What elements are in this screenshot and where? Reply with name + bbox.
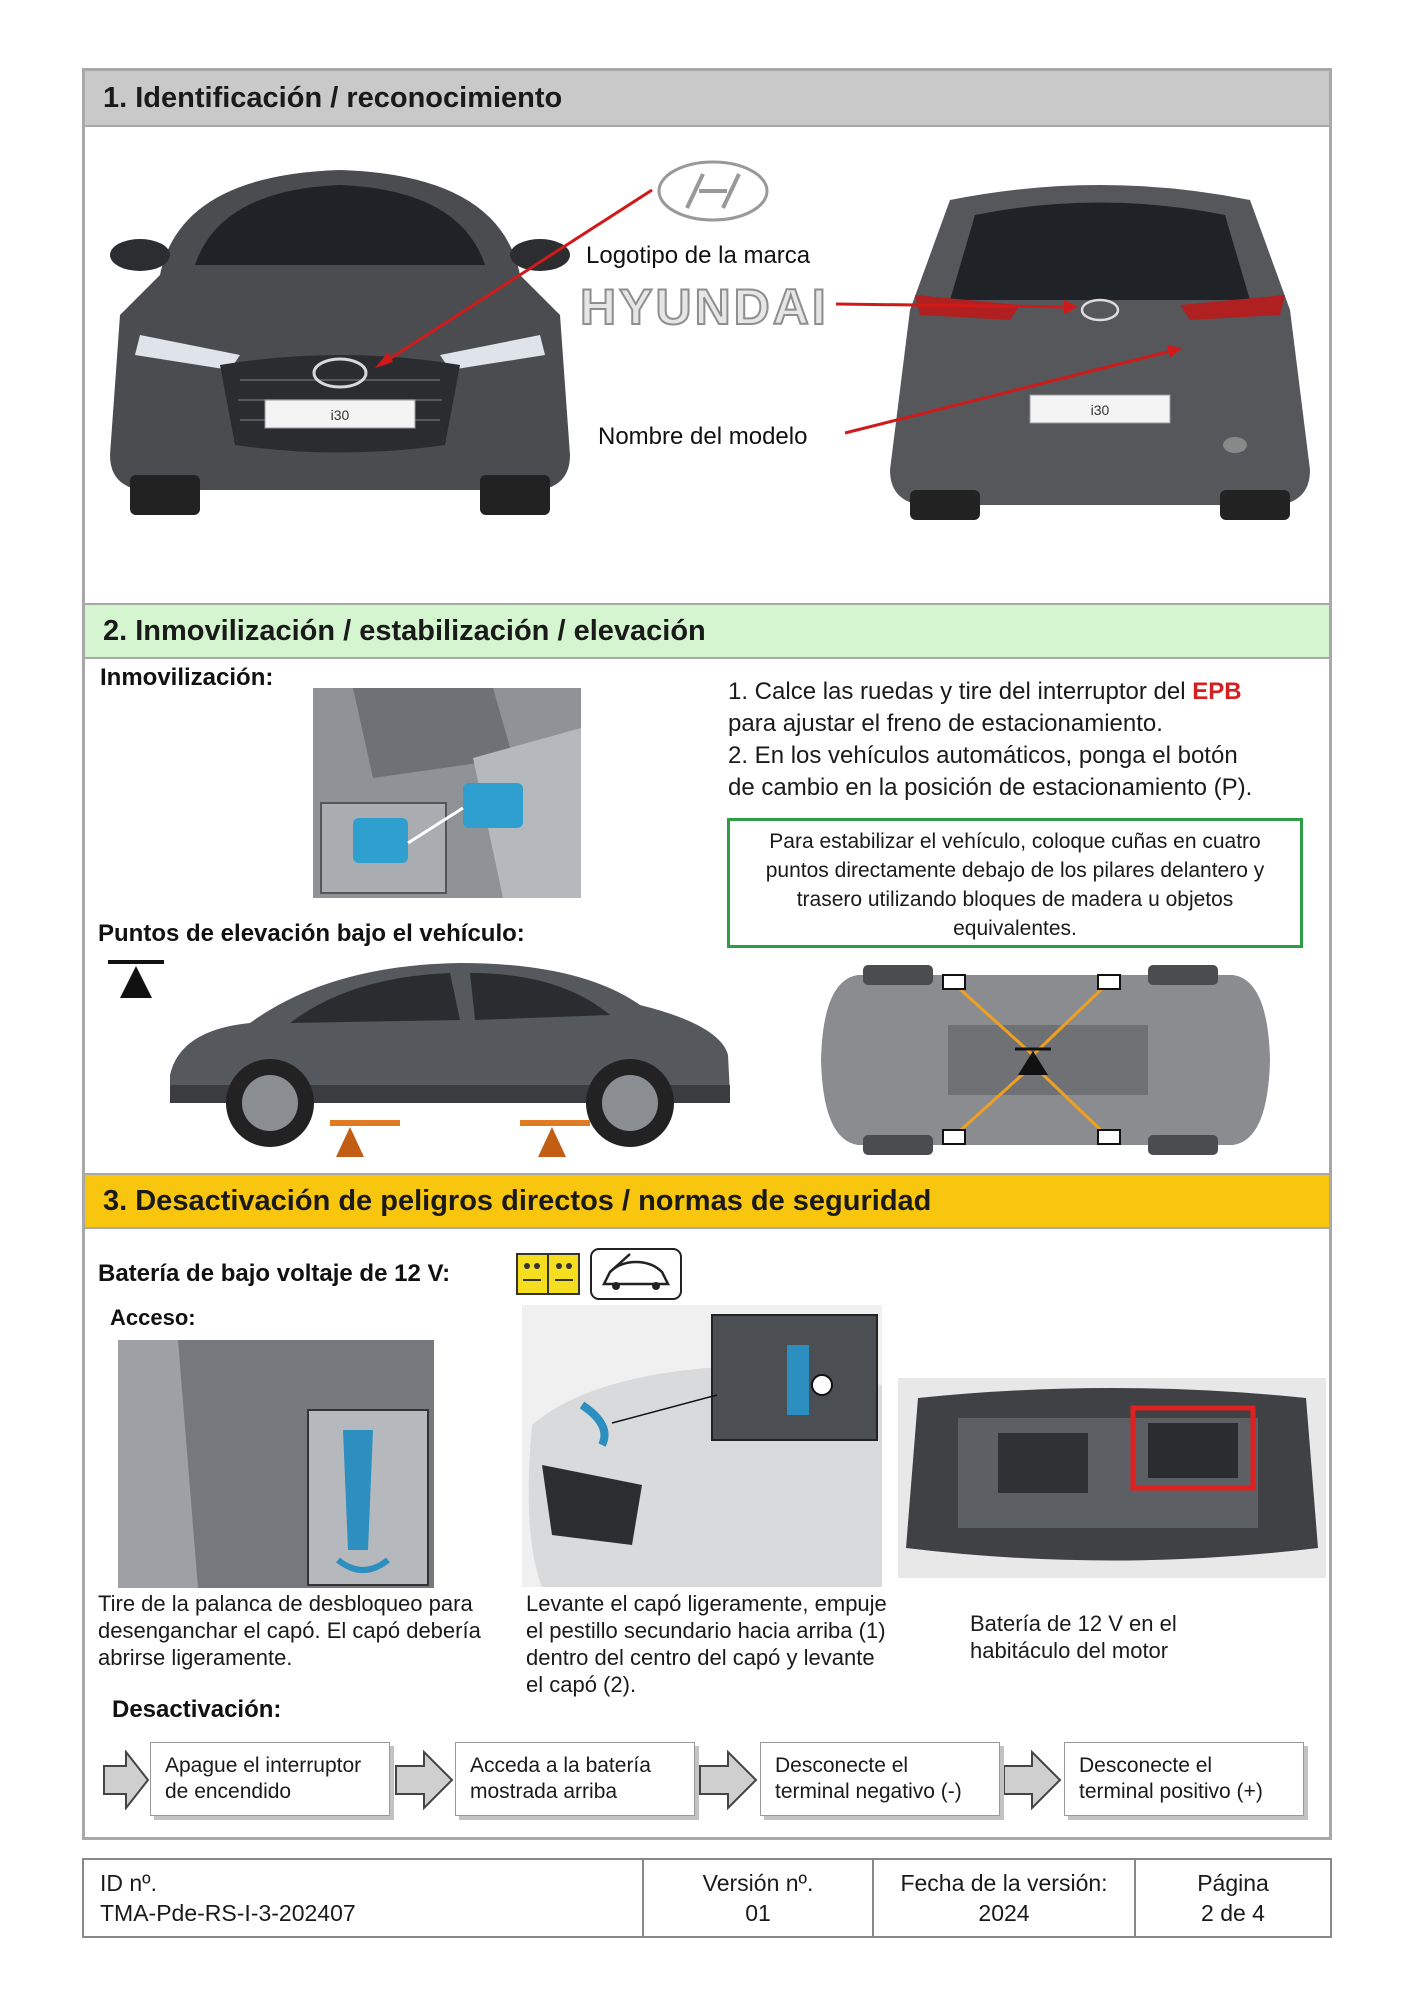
engine-compartment-icon — [590, 1248, 682, 1300]
process-arrow-icon — [102, 1750, 150, 1810]
immobilization-step-1 — [728, 676, 1328, 740]
footer-date-cell — [874, 1860, 1136, 1936]
footer-id-label: ID nº. — [100, 1870, 157, 1896]
section-1-title: 1. Identificación / reconocimiento — [103, 81, 563, 114]
section-2-header — [85, 603, 1329, 659]
brand-wordmark: HYUNDAI — [580, 279, 829, 335]
lift-points-label: Puntos de elevación bajo el vehículo: — [98, 920, 525, 947]
deactivation-step-1: Apague el interruptor de encendido — [150, 1742, 390, 1816]
step1-text-a: 1. Calce las ruedas y tire del interruptor del — [728, 678, 1193, 705]
access-caption-3: Batería de 12 V en el habitáculo del motor — [970, 1611, 1177, 1663]
footer-id-value: TMA-Pde-RS-I-3-202407 — [100, 1900, 356, 1926]
footer-table — [82, 1858, 1332, 1938]
footer-date-value: 2024 — [978, 1900, 1030, 1926]
access-caption-2: Levante el capó ligeramente, empuje el pestillo secundario hacia arriba (1) dentro del centro del capó y levante el capó (2). — [526, 1591, 887, 1697]
car-side-image — [160, 945, 735, 1165]
lift-point-symbol-icon — [106, 958, 166, 1000]
deactivation-step-4: Desconecte el terminal positivo (+) — [1064, 1742, 1304, 1816]
step2-text-b: de cambio en la posición de estacionamiento (P). — [728, 774, 1253, 801]
step2-text-a: 2. En los vehículos automáticos, ponga el botón — [728, 742, 1238, 769]
footer-version-label: Versión nº. — [702, 1870, 814, 1896]
access-label: Acceso: — [110, 1305, 196, 1330]
immobilization-label: Inmovilización: — [100, 664, 274, 691]
callout-arrows — [0, 0, 1414, 600]
footer-version-value: 01 — [745, 1900, 771, 1926]
stabilize-note-box — [727, 818, 1303, 948]
stabilize-note-text: Para estabilizar el vehículo, coloque cuñas en cuatro puntos directamente debajo de los pilares delantero y trasero utilizando bloques de madera u objetos equivalentes. — [765, 830, 1265, 940]
hood-latch-image — [522, 1305, 882, 1587]
footer-date-label: Fecha de la versión: — [900, 1870, 1108, 1896]
battery-label: Batería de bajo voltaje de 12 V: — [98, 1260, 451, 1287]
deactivation-step-2: Acceda a la batería mostrada arriba — [455, 1742, 695, 1816]
footer-page-cell — [1136, 1860, 1330, 1936]
deactivation-step-3: Desconecte el terminal negativo (-) — [760, 1742, 1000, 1816]
step1-text-b: para ajustar el freno de estacionamiento. — [728, 710, 1163, 737]
section-2-title: 2. Inmovilización / estabilización / elevación — [103, 614, 706, 647]
section-3-title: 3. Desactivación de peligros directos / normas de seguridad — [103, 1184, 932, 1217]
battery-icon — [515, 1250, 581, 1298]
section-3-header — [85, 1173, 1329, 1229]
rear-plate-text: i30 — [1090, 402, 1110, 418]
model-name-label: Nombre del modelo — [598, 423, 808, 450]
epb-highlight: EPB — [1192, 678, 1242, 705]
deactivation-label: Desactivación: — [112, 1696, 282, 1723]
access-caption-1: Tire de la palanca de desbloqueo para desenganchar el capó. El capó debería abrirse ligeramente. — [98, 1591, 481, 1670]
brand-logo-label: Logotipo de la marca — [586, 242, 811, 269]
front-plate-text: i30 — [330, 407, 350, 423]
footer-page-label: Página — [1197, 1870, 1269, 1896]
immobilization-step-2 — [728, 740, 1328, 804]
process-arrow-icon — [394, 1750, 454, 1810]
footer-id-cell — [84, 1860, 644, 1936]
epb-switch-image — [313, 688, 581, 898]
process-arrow-icon — [698, 1750, 758, 1810]
process-arrow-icon — [1002, 1750, 1062, 1810]
footer-page-value: 2 de 4 — [1201, 1900, 1265, 1926]
underbody-image — [818, 965, 1273, 1155]
footer-version-cell — [644, 1860, 874, 1936]
engine-bay-image — [898, 1378, 1326, 1578]
hood-release-image — [118, 1340, 434, 1588]
